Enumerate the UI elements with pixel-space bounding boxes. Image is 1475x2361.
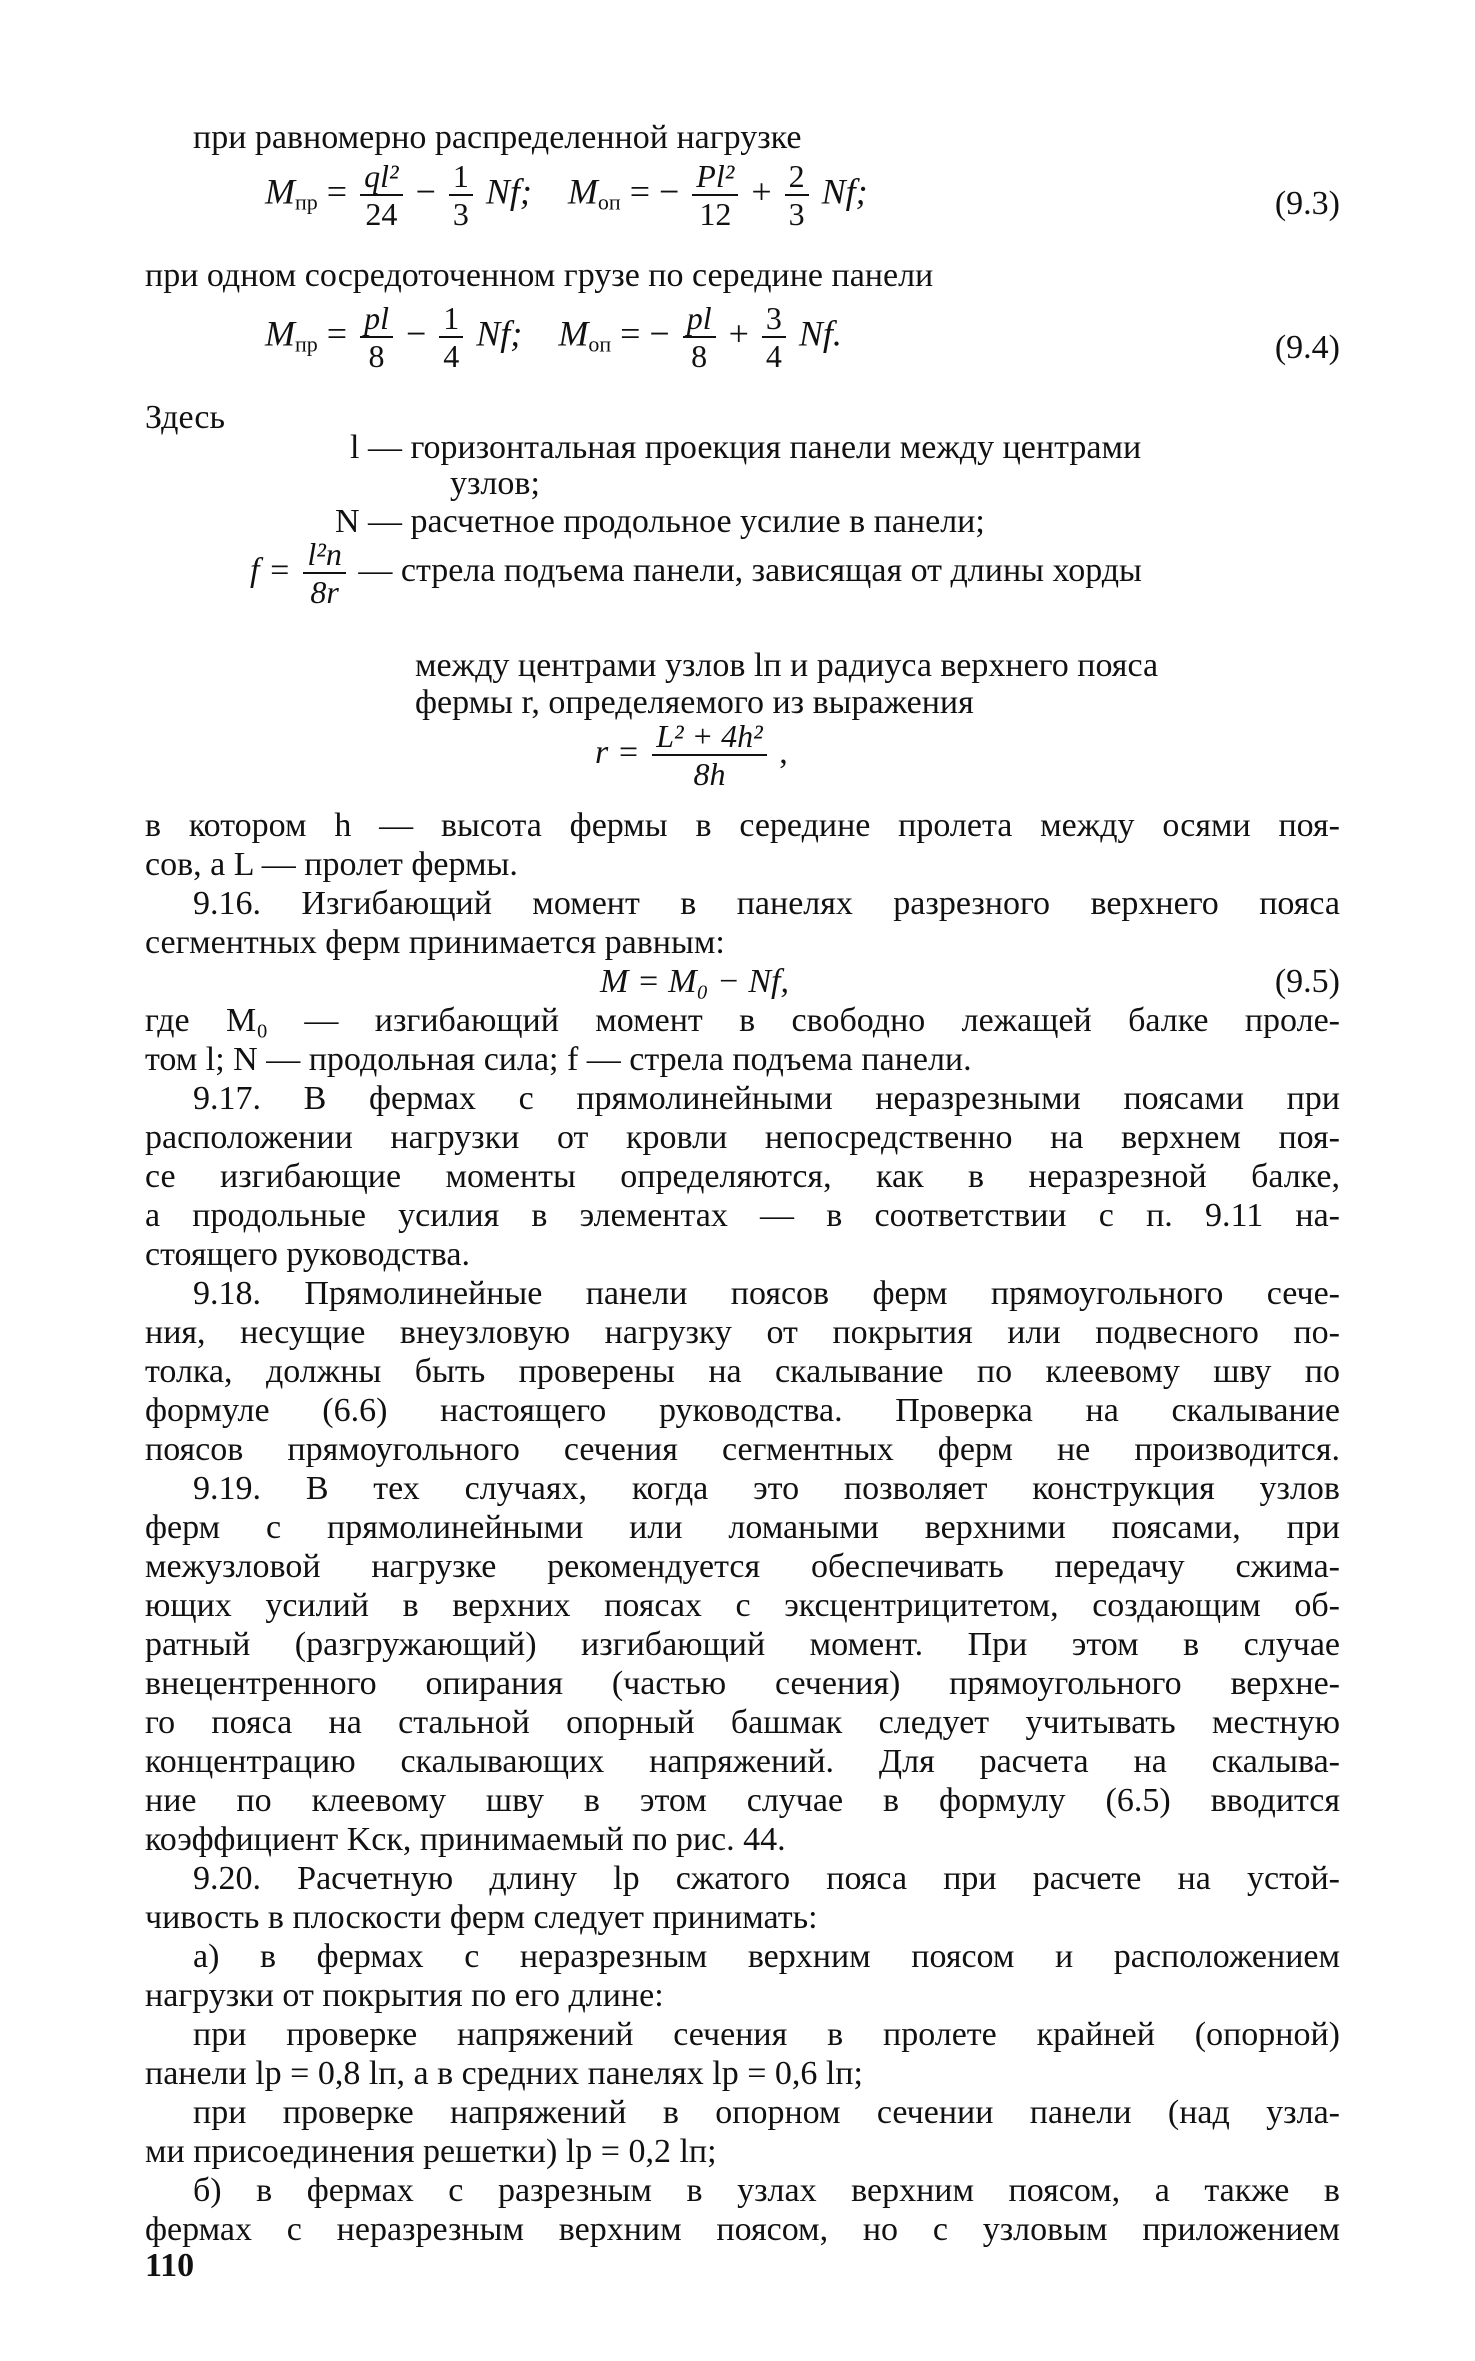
eq93-plus: + bbox=[751, 171, 772, 212]
p918-line3: толка, должны быть проверены на скалывание по клеевому шву по bbox=[145, 1353, 1340, 1390]
eq94-den3: 8 bbox=[691, 338, 708, 374]
p917-line4: а продольные усилия в элементах — в соответствии с п. 9.11 на- bbox=[145, 1197, 1340, 1234]
p918-line1: 9.18. Прямолинейные панели поясов ферм прямоугольного сече- bbox=[193, 1275, 1340, 1312]
eq93-den4: 3 bbox=[788, 196, 805, 232]
p918-line5: поясов прямоугольного сечения сегментных ферм не производится. bbox=[145, 1431, 1340, 1468]
eq94-term1: Nf; bbox=[476, 313, 523, 354]
p919-line4: ющих усилий в верхних поясах с эксцентрицитетом, создающим об- bbox=[145, 1587, 1340, 1624]
eq93-lhs1-sub: пр bbox=[295, 189, 318, 215]
pb-line2: фермах с неразрезным верхним поясом, но с узловым приложением bbox=[145, 2211, 1340, 2248]
eq94-num3: pl bbox=[683, 300, 716, 338]
p919-line7: го пояса на стальной опорный башмак следует учитывать местную bbox=[145, 1704, 1340, 1741]
eq93-den3: 12 bbox=[699, 196, 732, 232]
here-label: Здесь bbox=[145, 399, 226, 436]
pa2-line2: ми присоединения решетки) lр = 0,2 lп; bbox=[145, 2133, 717, 2170]
eq94-frac2 bbox=[439, 300, 463, 374]
definition-f-line2: между центрами узлов lп и радиуса верхнего пояса bbox=[415, 647, 1159, 684]
p919-line6: внецентренного опирания (частью сечения) прямоугольного верхне- bbox=[145, 1665, 1340, 1702]
paragraph-h-line2: сов, а L — пролет фермы. bbox=[145, 846, 518, 883]
eq93-frac4 bbox=[785, 158, 809, 232]
p918-line2: ния, несущие внеузловую нагрузку от покрытия или подвесного по- bbox=[145, 1314, 1340, 1351]
eq-r-tail: , bbox=[779, 733, 788, 771]
p916-line3: где M₀ — изгибающий момент в свободно лежащей балке проле- bbox=[145, 1002, 1340, 1039]
eq94-frac3 bbox=[683, 300, 716, 374]
p918-line4: формуле (6.6) настоящего руководства. Проверка на скалывание bbox=[145, 1392, 1340, 1429]
eq93-frac1 bbox=[360, 158, 402, 232]
eq93-lhs1: M bbox=[265, 171, 295, 212]
eq93-frac2 bbox=[449, 158, 473, 232]
eq94-frac4 bbox=[762, 300, 786, 374]
lead-uniform: при равномерно распределенной нагрузке bbox=[193, 119, 802, 156]
eq94-den1: 8 bbox=[368, 338, 385, 374]
pb-line1: б) в фермах с разрезным в узлах верхним поясом, а также в bbox=[193, 2172, 1340, 2209]
eq94-eq1: = bbox=[326, 313, 348, 354]
p919-line9: ние по клеевому шву в этом случае в формулу (6.5) вводится bbox=[145, 1782, 1340, 1819]
equation-9-3 bbox=[265, 158, 868, 232]
eq94-eq2: = − bbox=[620, 313, 670, 354]
eq93-eq2: = − bbox=[629, 171, 680, 212]
page-number: 110 bbox=[145, 2247, 195, 2284]
def-f-lhs: f = bbox=[250, 551, 291, 589]
eq93-eq1: = bbox=[326, 171, 348, 212]
eq94-num4: 3 bbox=[762, 300, 786, 338]
eq93-num3: Pl² bbox=[692, 158, 738, 196]
eq94-lhs2-sub: оп bbox=[588, 331, 612, 357]
eq94-plus: + bbox=[728, 313, 749, 354]
p919-line5: ратный (разгружающий) изгибающий момент. При этом в случае bbox=[145, 1626, 1340, 1663]
eq93-frac3 bbox=[692, 158, 738, 232]
eq94-lhs1: M bbox=[265, 313, 295, 354]
eq93-term1: Nf; bbox=[485, 171, 532, 212]
eq93-den1: 24 bbox=[365, 196, 398, 232]
eq94-den2: 4 bbox=[443, 338, 460, 374]
p919-line3: межузловой нагрузке рекомендуется обеспечивать передачу сжима- bbox=[145, 1548, 1340, 1585]
eq-r-lhs: r = bbox=[595, 733, 640, 771]
pa-line2: нагрузки от покрытия по его длине: bbox=[145, 1977, 664, 2014]
p916-line1: 9.16. Изгибающий момент в панелях разрезного верхнего пояса bbox=[193, 885, 1340, 922]
def-f-frac bbox=[303, 536, 345, 610]
eq94-term2: Nf. bbox=[798, 313, 842, 354]
eq93-term2: Nf; bbox=[821, 171, 868, 212]
lead-single: при одном сосредоточенном грузе по середине панели bbox=[145, 257, 934, 294]
eq93-num1: ql² bbox=[360, 158, 402, 196]
pa1-line1: при проверке напряжений сечения в пролете крайней (опорной) bbox=[193, 2016, 1340, 2053]
p917-line3: се изгибающие моменты определяются, как в неразрезной балке, bbox=[145, 1158, 1340, 1195]
definition-f-line1: — стрела подъема панели, зависящая от длины хорды bbox=[358, 551, 1142, 589]
p919-line8: концентрацию скалывающих напряжений. Для расчета на скалыва- bbox=[145, 1743, 1340, 1780]
p917-line2: расположении нагрузки от кровли непосредственно на верхнем поя- bbox=[145, 1119, 1340, 1156]
eq-r-frac bbox=[652, 718, 767, 792]
eq94-minus1: − bbox=[405, 313, 427, 354]
def-f-den: 8r bbox=[310, 574, 339, 610]
eq94-num1: pl bbox=[360, 300, 393, 338]
eq-r-den: 8h bbox=[693, 756, 726, 792]
p917-line1: 9.17. В фермах с прямолинейными неразрезными поясами при bbox=[193, 1080, 1340, 1117]
eq93-number: (9.3) bbox=[1274, 185, 1340, 222]
paragraph-h-line1: в котором h — высота фермы в середине пролета между осями поя- bbox=[145, 807, 1340, 844]
eq95-number: (9.5) bbox=[1274, 963, 1340, 1000]
eq94-lhs2: M bbox=[558, 313, 589, 354]
p917-line5: стоящего руководства. bbox=[145, 1236, 470, 1273]
eq94-num2: 1 bbox=[439, 300, 463, 338]
def-f-num: l²п bbox=[303, 536, 345, 574]
eq94-number: (9.4) bbox=[1274, 329, 1340, 366]
p920-line1: 9.20. Расчетную длину lр сжатого пояса при расчете на устой- bbox=[193, 1860, 1340, 1897]
p919-line2: ферм с прямолинейными или ломаными верхними поясами, при bbox=[145, 1509, 1340, 1546]
eq93-minus1: − bbox=[415, 171, 436, 212]
eq93-lhs2: M bbox=[567, 171, 598, 212]
eq93-num4: 2 bbox=[785, 158, 809, 196]
definition-l-line2: узлов; bbox=[450, 465, 540, 502]
definition-f-formula bbox=[250, 536, 1142, 610]
equation-r bbox=[595, 718, 788, 792]
equation-9-4 bbox=[265, 300, 842, 374]
definition-f-line3: фермы r, определяемого из выражения bbox=[415, 684, 974, 721]
pa2-line1: при проверке напряжений в опорном сечении панели (над узла- bbox=[193, 2094, 1340, 2131]
p916-line2: сегментных ферм принимается равным: bbox=[145, 924, 725, 961]
p919-line1: 9.19. В тех случаях, когда это позволяет конструкция узлов bbox=[193, 1470, 1340, 1507]
definition-N: N — расчетное продольное усилие в панели; bbox=[335, 503, 985, 540]
eq93-num2: 1 bbox=[449, 158, 473, 196]
eq94-den4: 4 bbox=[765, 338, 782, 374]
equation-9-5: M = M₀ − Nf, bbox=[600, 963, 789, 1000]
eq94-lhs1-sub: пр bbox=[295, 331, 318, 357]
eq93-lhs2-sub: оп bbox=[597, 189, 621, 215]
pa1-line2: панели lр = 0,8 lп, а в средних панелях lр = 0,6 lп; bbox=[145, 2055, 863, 2092]
eq93-den2: 3 bbox=[452, 196, 469, 232]
definition-l-line1: l — горизонтальная проекция панели между центрами bbox=[350, 429, 1142, 466]
pa-line1: а) в фермах с неразрезным верхним поясом и расположением bbox=[193, 1938, 1340, 1975]
p916-line4: том l; N — продольная сила; f — стрела подъема панели. bbox=[145, 1041, 972, 1078]
eq-r-num: L² + 4h² bbox=[652, 718, 767, 756]
p920-line2: чивость в плоскости ферм следует принимать: bbox=[145, 1899, 818, 1936]
eq94-frac1 bbox=[360, 300, 393, 374]
p919-line10: коэффициент Kск, принимаемый по рис. 44. bbox=[145, 1821, 786, 1858]
